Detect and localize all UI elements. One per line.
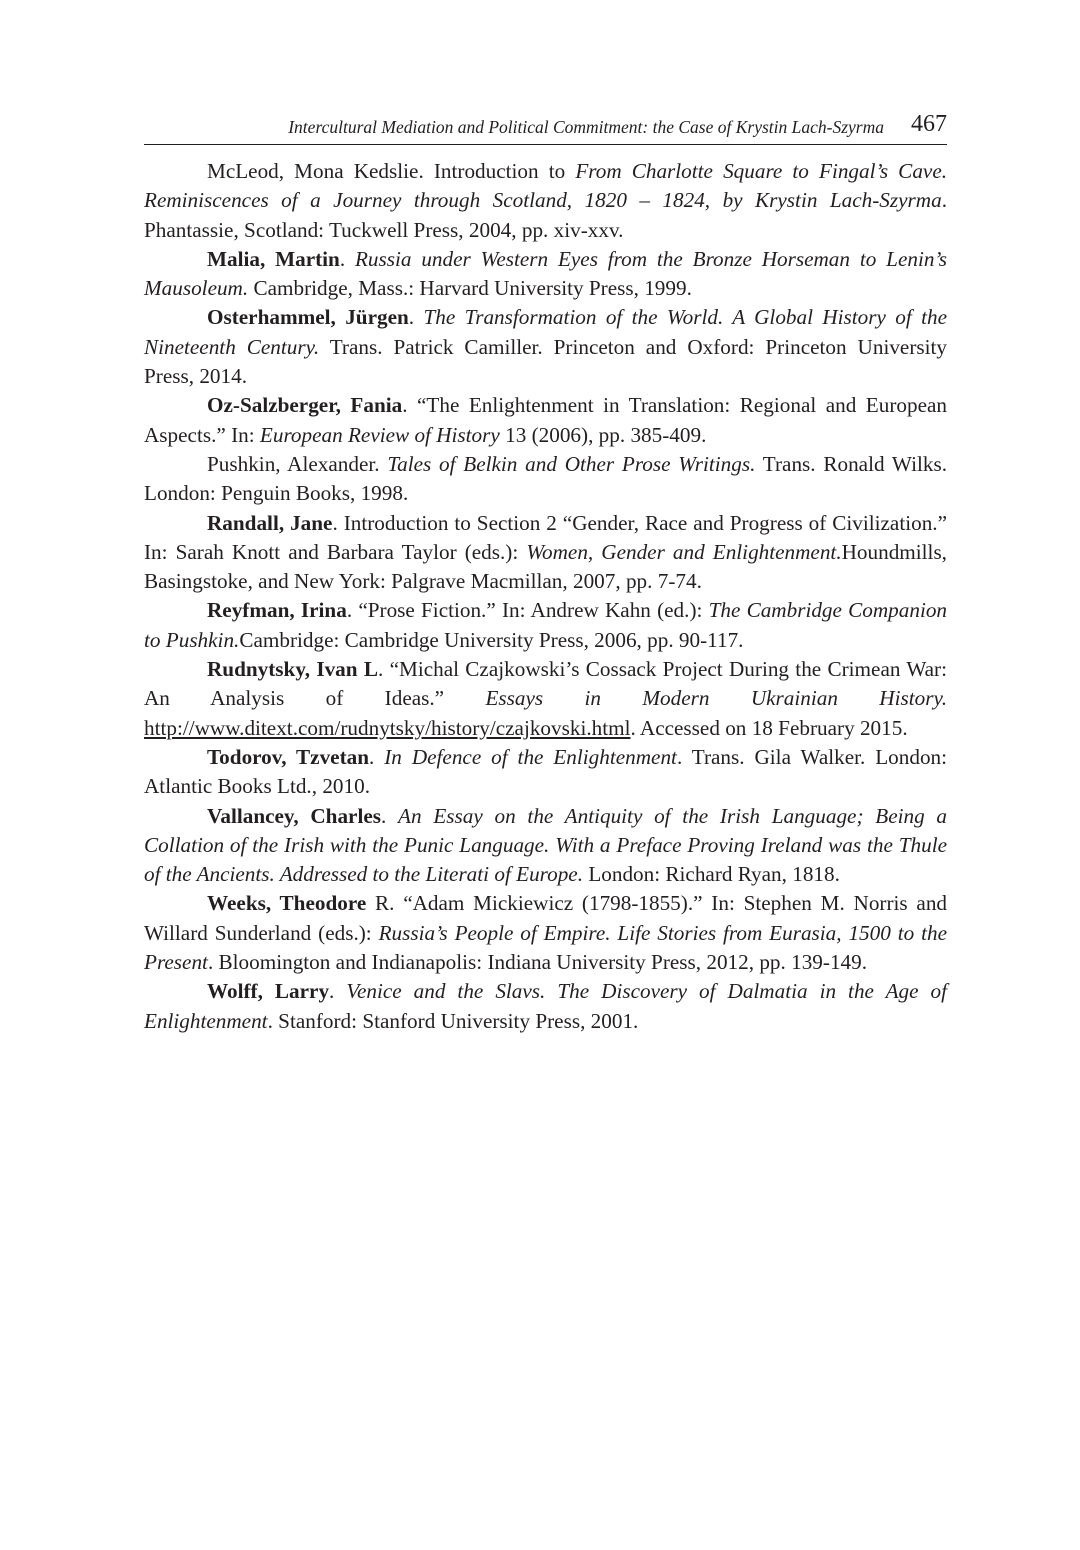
bibliography-entry-malia: Malia, Martin. Russia under Western Eyes from the Bronze Horseman to Lenin’s Mausoleum. Cambridge, Mass.: Harvard University Press, 1999. xyxy=(144,246,947,301)
entry-title: The Cambridge Companion to Pushkin. xyxy=(144,598,948,652)
entry-url-link[interactable]: http://www.ditext.com/rudnytsky/history/czajkovski.html xyxy=(144,715,631,740)
entry-author: Todorov, Tzvetan xyxy=(207,744,370,769)
entry-title: Tales of Belkin and Other Prose Writings. xyxy=(387,451,756,476)
entry-title: Russia’s People of Empire. Life Stories from Eurasia, 1500 to the Present xyxy=(144,920,947,975)
entry-author: Rudnytsky, Ivan L xyxy=(207,657,378,682)
running-header xyxy=(144,112,947,145)
bibliography-entry-rudnytsky: Rudnytsky, Ivan L. “Michal Czajkowski’s Cossack Project During the Crimean War: An Analysis of Ideas.” Essays in Modern Ukrainian History. http://www.ditext.com/rudnytsky/history/czajkovski.html. Accessed on 18 February 2015. xyxy=(144,657,948,740)
entry-author: McLeod, Mona Kedslie xyxy=(207,159,419,183)
bibliography-entry-randall: Randall, Jane. Introduction to Section 2 “Gender, Race and Progress of Civilization.” In: Sarah Knott and Barbara Taylor (eds.): Women, Gender and Enlightenment.Houndmills, Basingstoke, and New York: Palgrave Macmillan, 2007, pp. 7-74. xyxy=(144,510,947,594)
entry-title: Venice and the Slavs. The Discovery of Dalmatia in the Age of Enlightenment xyxy=(144,979,947,1033)
entry-text: “Michal Czajkowski’s Cossack Project During the Crimean War: An Analysis of Ideas.” xyxy=(144,657,948,711)
running-title: Intercultural Mediation and Political Commitment: the Case of Krystin Lach-Szyrma xyxy=(288,117,884,137)
entry-title: In Defence of the Enlightenment xyxy=(384,744,677,769)
entry-text: Introduction to Section 2 “Gender, Race and Progress of Civilization.” In: Sarah Knott and Barbara Taylor (eds.): xyxy=(144,510,947,564)
bibliography-entry-todorov: Todorov, Tzvetan. In Defence of the Enlightenment. Trans. Gila Walker. London: Atlantic Books Ltd., 2010. xyxy=(144,744,948,799)
bibliography-entry-reyfman: Reyfman, Irina. “Prose Fiction.” In: Andrew Kahn (ed.): The Cambridge Companion to Pushkin.Cambridge: Cambridge University Press, 2006, pp. 90-117. xyxy=(144,598,948,652)
bibliography xyxy=(144,157,947,1036)
entry-publication: . Trans. Gila Walker. London: Atlantic Books Ltd., 2010. xyxy=(144,744,948,799)
entry-author: Osterhammel, Jürgen xyxy=(207,305,409,330)
entry-author: Malia, Martin xyxy=(207,246,340,271)
entry-publication: Trans. Patrick Camiller. Princeton and Oxford: Princeton University Press, 2014. xyxy=(144,334,948,389)
entry-text: “The Enlightenment in Translation: Regional and European Aspects.” In: xyxy=(144,393,947,447)
bibliography-entry-pushkin: Pushkin, Alexander. Tales of Belkin and Other Prose Writings. Trans. Ronald Wilks. London: Penguin Books, 1998. xyxy=(144,451,947,506)
entry-title: From Charlotte Square to Fingal’s Cave. Reminiscences of a Journey through Scotland, 1820 – 1824, by Krystin Lach-Szyrma xyxy=(144,159,948,213)
bibliography-entry-mcleod: McLeod, Mona Kedslie. Introduction to From Charlotte Square to Fingal’s Cave. Reminiscences of a Journey through Scotland, 1820 – 1824, by Krystin Lach-Szyrma. Phantassie, Scotland: Tuckwell Press, 2004, pp. xiv-xxv. xyxy=(144,159,948,242)
page-number: 467 xyxy=(911,111,947,137)
bibliography-entry-osterhammel: Osterhammel, Jürgen. The Transformation of the World. A Global History of the Nineteenth Century. Trans. Patrick Camiller. Princeton and Oxford: Princeton University Press, 2014. xyxy=(144,305,948,389)
entry-publication: . Stanford: Stanford University Press, 2001. xyxy=(267,1008,639,1033)
bibliography-entry-wolff: Wolff, Larry. Venice and the Slavs. The Discovery of Dalmatia in the Age of Enlightenment. Stanford: Stanford University Press, 2001. xyxy=(144,979,947,1033)
bibliography-entry-oz-salzberger: Oz-Salzberger, Fania. “The Enlightenment in Translation: Regional and European Aspects.” In: European Review of History 13 (2006), pp. 385-409. xyxy=(144,393,947,447)
entry-author: Weeks, Theodore xyxy=(207,891,367,916)
entry-author: Reyfman, Irina xyxy=(207,598,347,623)
entry-publication: . Phantassie, Scotland: Tuckwell Press, 2004, pp. xiv-xxv. xyxy=(144,188,947,242)
entry-publication: Cambridge: Cambridge University Press, 2006, pp. 90-117. xyxy=(239,627,744,652)
entry-publication: 13 (2006), pp. 385-409. xyxy=(499,422,707,447)
entry-publication: Trans. Ronald Wilks. London: Penguin Books, 1998. xyxy=(144,451,947,506)
entry-author: Pushkin, Alexander xyxy=(207,451,375,476)
entry-title: Russia under Western Eyes from the Bronze Horseman to Lenin’s Mausoleum. xyxy=(144,246,947,301)
entry-text: Introduction to xyxy=(433,159,576,183)
entry-publication: . Bloomington and Indianapolis: Indiana University Press, 2012, pp. 139-149. xyxy=(207,950,868,975)
entry-publication: Cambridge, Mass.: Harvard University Press, 1999. xyxy=(248,276,692,301)
bibliography-entry-vallancey: Vallancey, Charles. An Essay on the Antiquity of the Irish Language; Being a Collation of the Irish with the Punic Language. With a Preface Proving Ireland was the Thule of the Ancients. Addressed to the Literati of Europe. London: Richard Ryan, 1818. xyxy=(144,803,948,887)
entry-title: Women, Gender and Enlightenment. xyxy=(526,539,842,564)
entry-title: Essays in Modern Ukrainian History. xyxy=(485,686,947,711)
entry-author: Randall, Jane xyxy=(207,510,333,535)
entry-text: “Prose Fiction.” In: Andrew Kahn (ed.): xyxy=(358,598,709,623)
entry-author: Wolff, Larry xyxy=(207,979,330,1004)
entry-publication: . Accessed on 18 February 2015. xyxy=(630,715,908,740)
bibliography-entry-weeks xyxy=(144,889,947,977)
entry-title: An Essay on the Antiquity of the Irish Language; Being a Collation of the Irish with the Punic Language. With a Preface Proving Ireland was the Thule of the Ancients. Addressed to the Literati of Europe. xyxy=(144,803,948,887)
entry-text: R. “Adam Mickiewicz (1798-1855).” In: Stephen M. Norris and Willard Sunderland (eds.): xyxy=(144,891,948,945)
entry-publication: London: Richard Ryan, 1818. xyxy=(583,862,840,887)
entry-title: European Review of History xyxy=(259,422,500,447)
entry-publication: Houndmills, Basingstoke, and New York: Palgrave Macmillan, 2007, pp. 7-74. xyxy=(144,539,947,594)
entry-author: Oz-Salzberger, Fania xyxy=(207,393,403,418)
entry-title: The Transformation of the World. A Global History of the Nineteenth Century. xyxy=(144,305,947,359)
entry-author: Vallancey, Charles xyxy=(207,803,381,828)
